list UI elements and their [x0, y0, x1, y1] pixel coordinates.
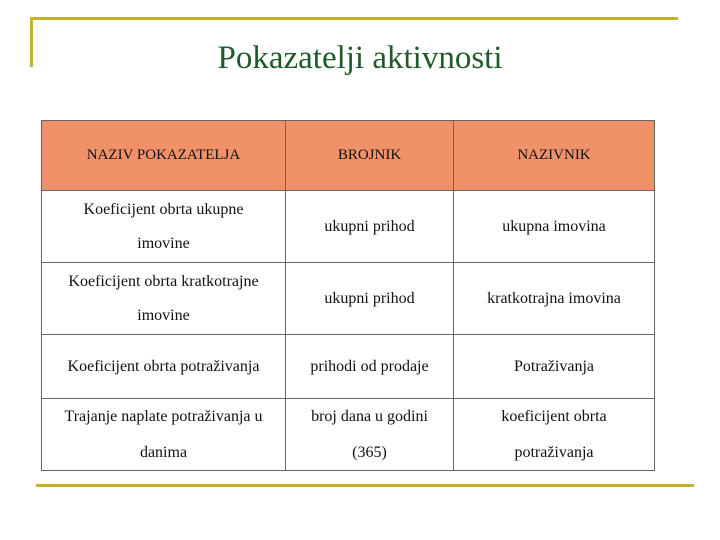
indicator-name-line2: danima	[139, 443, 188, 461]
denominator-cell: Potraživanja	[454, 335, 655, 399]
denominator-cell	[454, 399, 655, 471]
numerator-cell: ukupni prihod	[286, 191, 454, 263]
numerator-line2: (365)	[352, 443, 387, 461]
numerator-line1: broj dana u godini	[311, 407, 428, 425]
numerator-cell: ukupni prihod	[286, 263, 454, 335]
table-row	[42, 191, 655, 263]
indicator-name-cell	[42, 399, 286, 471]
denominator-line2: potraživanja	[514, 443, 594, 461]
indicator-name-line1: Koeficijent obrta ukupne	[83, 201, 244, 219]
numerator-cell	[286, 399, 454, 471]
indicator-name-line2: imovine	[137, 306, 190, 324]
indicator-name-line1: Trajanje naplate potraživanja u	[64, 407, 263, 425]
indicators-table	[41, 120, 655, 471]
denominator-line1: koeficijent obrta	[501, 407, 607, 425]
indicator-name-line2: imovine	[137, 234, 190, 252]
decorative-frame-top	[30, 17, 678, 20]
indicator-name-cell	[42, 263, 286, 335]
table-row	[42, 399, 655, 471]
table-row	[42, 335, 655, 399]
denominator-cell: kratkotrajna imovina	[454, 263, 655, 335]
table-row	[42, 263, 655, 335]
decorative-frame-bottom	[36, 484, 694, 487]
slide-title: Pokazatelji aktivnosti	[217, 40, 503, 76]
indicator-name-cell	[42, 191, 286, 263]
table-header-row	[42, 121, 655, 191]
header-indicator-name: NAZIV POKAZATELJA	[42, 121, 286, 191]
indicator-name-cell: Koeficijent obrta potraživanja	[42, 335, 286, 399]
header-numerator: BROJNIK	[286, 121, 454, 191]
denominator-cell: ukupna imovina	[454, 191, 655, 263]
header-denominator: NAZIVNIK	[454, 121, 655, 191]
indicator-name-line1: Koeficijent obrta kratkotrajne	[68, 273, 259, 291]
numerator-cell: prihodi od prodaje	[286, 335, 454, 399]
